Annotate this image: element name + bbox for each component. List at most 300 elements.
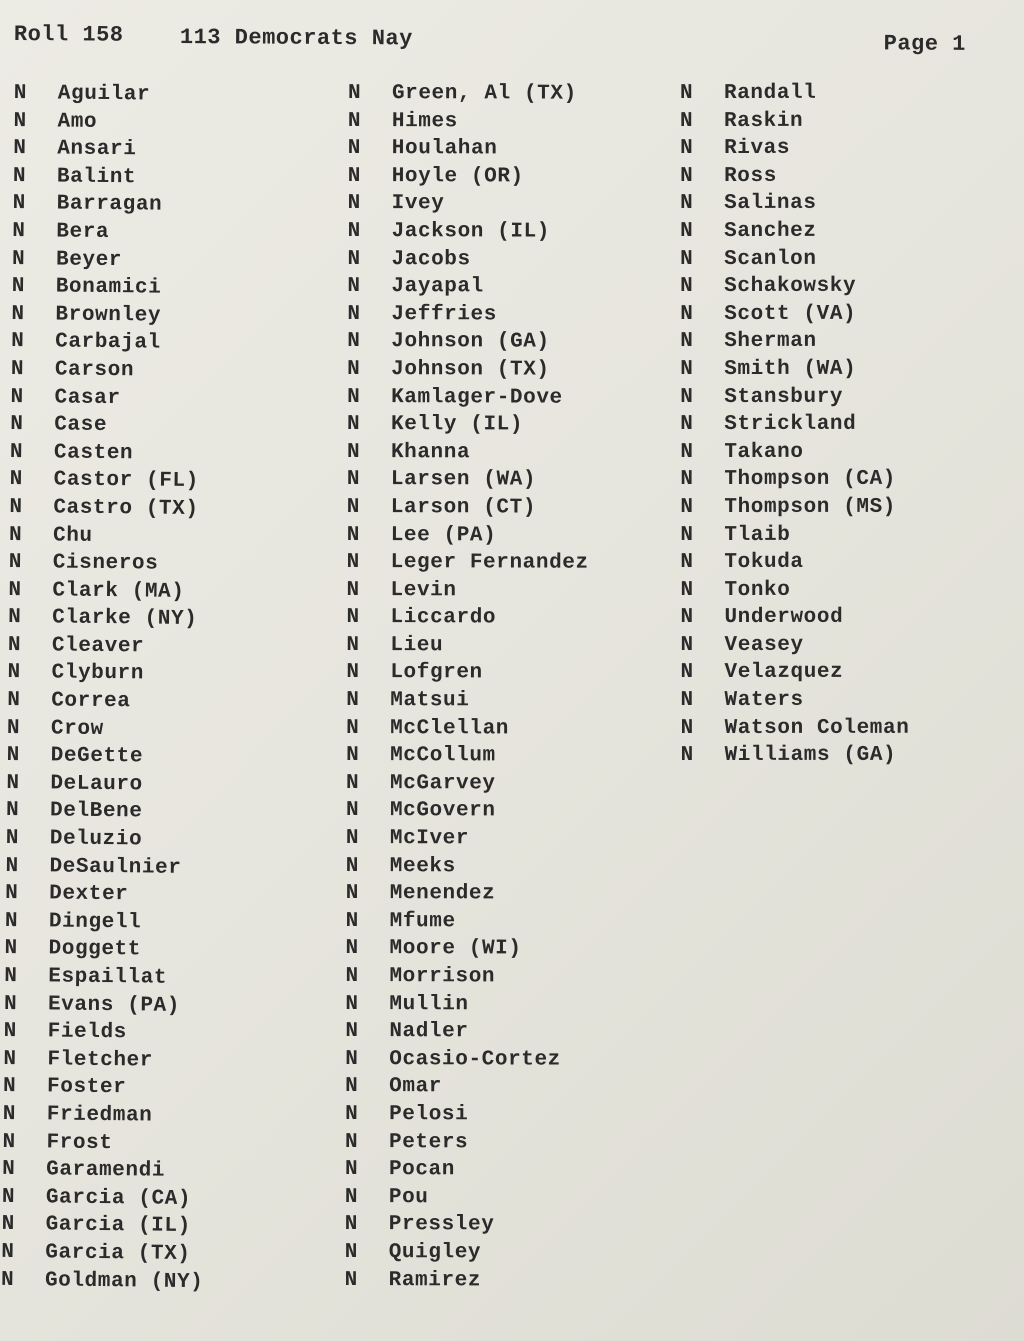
vote-mark: N	[680, 219, 694, 243]
member-name: Nadler	[389, 1020, 469, 1044]
vote-row	[680, 356, 1010, 384]
vote-mark: N	[346, 495, 361, 519]
member-name: Chu	[52, 523, 93, 548]
vote-mark: N	[8, 523, 23, 547]
member-name: Thompson (MS)	[724, 495, 897, 519]
vote-row	[680, 300, 1010, 328]
vote-row	[347, 549, 677, 578]
vote-mark: N	[13, 137, 27, 161]
vote-row	[13, 135, 343, 166]
vote-row	[681, 687, 1011, 715]
member-name: Clyburn	[51, 661, 145, 686]
vote-mark: N	[346, 633, 360, 657]
member-name: Casar	[54, 385, 121, 410]
member-name: Kelly (IL)	[391, 413, 524, 437]
vote-row	[347, 577, 677, 606]
member-name: Garcia (TX)	[45, 1241, 191, 1266]
vote-mark: N	[9, 440, 24, 464]
member-name: Lofgren	[390, 661, 483, 685]
vote-row	[13, 108, 343, 139]
vote-mark: N	[345, 1020, 359, 1044]
member-name: Schakowsky	[724, 275, 857, 299]
vote-mark: N	[680, 413, 694, 437]
member-name: Green, Al (TX)	[391, 82, 577, 106]
vote-row	[345, 1101, 675, 1130]
member-name: Houlahan	[391, 137, 498, 161]
vote-row	[3, 1046, 333, 1077]
vote-mark: N	[8, 578, 22, 602]
vote-mark: N	[345, 1075, 359, 1099]
member-name: Rivas	[724, 137, 791, 161]
member-name: Correa	[51, 689, 131, 714]
vote-mark: N	[346, 578, 360, 602]
vote-mark: N	[345, 827, 360, 851]
vote-mark: N	[10, 385, 24, 409]
member-name: Leger Fernandez	[390, 551, 589, 575]
vote-mark: N	[680, 633, 694, 657]
vote-mark: N	[344, 1185, 359, 1209]
vote-mark: N	[347, 302, 361, 326]
vote-row	[680, 218, 1010, 246]
member-name: Fletcher	[47, 1048, 154, 1073]
member-name: Ross	[724, 164, 777, 188]
member-name: DeLauro	[50, 772, 143, 797]
vote-mark: N	[4, 909, 19, 933]
vote-row	[680, 549, 1010, 577]
vote-row	[10, 384, 340, 415]
vote-mark: N	[347, 137, 362, 161]
vote-row	[10, 411, 340, 442]
vote-row	[2, 1156, 332, 1187]
member-name: Johnson (TX)	[391, 358, 550, 382]
vote-row	[3, 1101, 333, 1132]
member-name: Jacobs	[391, 247, 471, 271]
vote-row	[6, 770, 336, 801]
member-name: Waters	[724, 688, 804, 713]
vote-mark: N	[680, 440, 694, 464]
vote-mark: N	[0, 1268, 15, 1292]
vote-mark: N	[4, 964, 18, 989]
member-name: Himes	[391, 109, 458, 133]
vote-mark: N	[680, 661, 694, 685]
member-name: Garamendi	[46, 1158, 166, 1183]
vote-mark: N	[344, 1240, 358, 1264]
vote-mark: N	[5, 826, 20, 851]
vote-row	[10, 439, 340, 470]
member-name: Pelosi	[389, 1103, 469, 1127]
vote-mark: N	[344, 1268, 358, 1292]
member-name: Cisneros	[52, 551, 159, 576]
vote-row	[8, 604, 338, 635]
vote-mark: N	[344, 1158, 359, 1182]
member-name: DeGette	[50, 744, 144, 769]
vote-row	[345, 1156, 675, 1185]
vote-row	[5, 853, 335, 884]
vote-row	[680, 521, 1010, 549]
vote-mark: N	[12, 192, 26, 216]
vote-row	[680, 383, 1010, 411]
page-header	[14, 22, 966, 58]
vote-row	[14, 80, 344, 111]
vote-mark: N	[345, 1130, 359, 1154]
vote-mark: N	[347, 81, 362, 106]
member-name: Quigley	[388, 1241, 482, 1265]
vote-mark: N	[2, 1130, 16, 1154]
vote-row	[9, 549, 339, 580]
member-name: Dingell	[48, 910, 142, 935]
vote-mark: N	[5, 799, 20, 823]
vote-mark: N	[8, 551, 23, 575]
vote-mark: N	[680, 606, 694, 630]
member-name: Doggett	[48, 937, 142, 962]
member-name: Ansari	[57, 137, 137, 162]
vote-row	[345, 1046, 675, 1075]
vote-row	[4, 991, 334, 1022]
member-name: Smith (WA)	[724, 357, 857, 381]
vote-mark: N	[6, 716, 21, 740]
member-name: Salinas	[724, 192, 817, 216]
vote-row	[346, 715, 676, 744]
vote-row	[345, 991, 675, 1020]
member-name: Larsen (WA)	[390, 468, 537, 492]
vote-mark: N	[346, 716, 360, 740]
vote-row	[1, 1266, 331, 1297]
vote-row	[348, 80, 678, 109]
vote-row	[346, 687, 676, 716]
vote-mark: N	[1, 1213, 15, 1237]
vote-row	[680, 162, 1010, 190]
vote-row	[345, 1211, 675, 1240]
vote-mark: N	[1, 1240, 15, 1265]
vote-mark: N	[2, 1102, 17, 1127]
member-name: Lieu	[390, 633, 444, 658]
vote-row	[347, 328, 677, 357]
member-name: Stansbury	[724, 385, 844, 409]
vote-mark: N	[13, 81, 28, 106]
vote-row	[1, 1211, 331, 1242]
vote-row	[8, 577, 338, 608]
member-name: Mfume	[389, 909, 456, 934]
vote-row	[2, 1184, 332, 1215]
member-name: Pou	[388, 1185, 429, 1209]
member-name: Mullin	[389, 992, 469, 1016]
vote-row	[346, 853, 676, 882]
vote-row	[680, 438, 1010, 466]
vote-row	[680, 135, 1010, 163]
vote-mark: N	[8, 606, 22, 630]
member-name: DeSaulnier	[49, 855, 182, 880]
member-name: Ocasio-Cortez	[389, 1047, 561, 1072]
member-name: Pressley	[388, 1213, 495, 1237]
member-name: Clarke (NY)	[52, 606, 198, 632]
vote-mark: N	[680, 385, 694, 409]
member-name: Raskin	[724, 109, 804, 133]
member-name: Peters	[389, 1130, 469, 1154]
vote-mark: N	[3, 992, 18, 1016]
vote-row	[4, 1018, 334, 1049]
vote-row	[347, 466, 677, 495]
vote-mark: N	[680, 689, 694, 713]
vote-row	[348, 163, 678, 192]
vote-mark: N	[347, 357, 361, 381]
vote-row	[680, 80, 1010, 108]
vote-mark: N	[7, 633, 22, 657]
vote-row	[680, 273, 1010, 301]
member-name: Scott (VA)	[724, 302, 857, 326]
vote-row	[5, 908, 335, 939]
member-name: Williams (GA)	[724, 744, 897, 768]
member-name: Matsui	[390, 689, 470, 713]
member-name: Evans (PA)	[47, 993, 181, 1018]
page-number: Page 1	[883, 31, 966, 57]
vote-row	[680, 632, 1010, 660]
vote-row	[680, 411, 1010, 439]
member-name: McGarvey	[390, 771, 496, 796]
vote-row	[346, 659, 676, 688]
vote-row	[345, 1184, 675, 1213]
vote-mark: N	[345, 882, 359, 906]
member-name: Morrison	[389, 965, 496, 989]
vote-row	[345, 1073, 675, 1102]
member-name: Moore (WI)	[389, 937, 522, 961]
vote-mark: N	[347, 192, 361, 216]
vote-row	[348, 190, 678, 219]
vote-row	[12, 246, 342, 277]
vote-row	[680, 576, 1010, 604]
vote-mark: N	[4, 937, 18, 961]
vote-mark: N	[11, 275, 26, 299]
vote-row	[347, 273, 677, 302]
vote-row	[4, 935, 334, 966]
member-name: Carson	[54, 358, 135, 383]
vote-mark: N	[680, 275, 694, 299]
vote-mark: N	[347, 247, 361, 271]
vote-mark: N	[680, 302, 694, 326]
member-name: Goldman (NY)	[44, 1268, 204, 1294]
member-name: McClellan	[390, 716, 510, 741]
vote-row	[680, 107, 1010, 135]
member-name: Espaillat	[48, 965, 168, 990]
vote-row	[7, 659, 337, 690]
member-name: Tokuda	[724, 550, 804, 575]
vote-row	[9, 494, 339, 525]
vote-mark: N	[347, 413, 361, 437]
vote-row	[10, 466, 340, 497]
vote-mark: N	[3, 1047, 17, 1071]
vote-mark: N	[5, 882, 19, 906]
vote-mark: N	[2, 1075, 17, 1099]
member-name: Case	[54, 413, 108, 438]
vote-mark: N	[680, 109, 694, 133]
document-title: 113 Democrats Nay	[179, 25, 413, 52]
vote-row	[345, 1267, 675, 1296]
member-name: Liccardo	[390, 606, 497, 630]
vote-row	[6, 825, 336, 856]
member-name: Jeffries	[391, 302, 498, 327]
vote-mark: N	[12, 219, 26, 244]
vote-row	[7, 687, 337, 718]
vote-mark: N	[680, 495, 694, 519]
vote-row	[346, 908, 676, 937]
member-name: DelBene	[49, 799, 143, 824]
vote-mark: N	[680, 247, 694, 271]
vote-mark: N	[11, 302, 25, 326]
member-name: Deluzio	[49, 827, 143, 852]
vote-row	[348, 108, 678, 137]
vote-row	[12, 273, 342, 304]
vote-mark: N	[347, 109, 362, 133]
vote-mark: N	[680, 716, 694, 740]
vote-mark: N	[680, 330, 694, 354]
vote-row	[11, 356, 341, 387]
vote-row	[348, 135, 678, 164]
vote-row	[13, 163, 343, 194]
member-name: Tonko	[724, 578, 791, 602]
vote-row	[681, 714, 1011, 742]
vote-row	[680, 494, 1010, 522]
member-name: Frost	[46, 1130, 113, 1155]
vote-mark: N	[345, 992, 359, 1016]
name-column-2	[345, 80, 678, 1295]
member-name: Veasey	[724, 633, 804, 657]
vote-row	[345, 1018, 675, 1047]
member-name: Ivey	[391, 192, 445, 216]
vote-mark: N	[347, 275, 361, 299]
vote-row	[680, 190, 1010, 218]
vote-row	[347, 384, 677, 413]
member-name: Pocan	[388, 1158, 456, 1182]
member-name: Amo	[57, 110, 98, 134]
member-name: Levin	[390, 578, 457, 602]
vote-row	[12, 218, 342, 249]
vote-mark: N	[2, 1158, 16, 1182]
vote-row	[6, 797, 336, 828]
vote-mark: N	[346, 661, 360, 685]
vote-mark: N	[347, 385, 361, 409]
vote-mark: N	[680, 357, 694, 381]
vote-row	[681, 742, 1011, 770]
vote-mark: N	[5, 854, 19, 878]
member-name: Ramirez	[388, 1268, 482, 1292]
vote-mark: N	[347, 330, 361, 354]
vote-row	[7, 715, 337, 746]
member-name: Larson (CT)	[390, 496, 537, 520]
member-name: Thompson (CA)	[724, 468, 896, 492]
vote-mark: N	[9, 495, 23, 520]
member-name: Garcia (IL)	[45, 1213, 191, 1239]
vote-row	[7, 742, 337, 773]
member-name: Jayapal	[391, 275, 484, 299]
member-name: Sherman	[724, 330, 817, 354]
vote-mark: N	[345, 937, 359, 961]
member-name: Watson Coleman	[724, 716, 910, 740]
vote-row	[11, 301, 341, 332]
member-name: Fields	[47, 1020, 128, 1045]
member-name: Khanna	[390, 440, 471, 465]
vote-mark: N	[7, 661, 21, 685]
member-name: Beyer	[55, 248, 123, 272]
vote-mark: N	[10, 413, 24, 437]
vote-row	[9, 521, 339, 552]
member-name: McGovern	[389, 799, 496, 823]
vote-mark: N	[7, 689, 21, 713]
vote-mark: N	[10, 357, 25, 382]
vote-mark: N	[346, 551, 360, 575]
member-name: Johnson (GA)	[391, 330, 550, 354]
name-column-3	[680, 80, 1011, 770]
vote-row	[8, 632, 338, 663]
vote-row	[346, 770, 676, 799]
vote-mark: N	[12, 164, 27, 188]
member-name: Garcia (CA)	[45, 1186, 192, 1211]
member-name: Meeks	[389, 854, 456, 878]
vote-mark: N	[346, 689, 360, 713]
vote-mark: N	[13, 109, 27, 133]
vote-row	[347, 246, 677, 275]
vote-row	[1, 1239, 331, 1270]
vote-mark: N	[680, 744, 694, 768]
member-name: Friedman	[46, 1103, 153, 1128]
member-name: Brownley	[55, 303, 162, 328]
vote-mark: N	[680, 164, 694, 188]
member-name: Aguilar	[57, 82, 151, 107]
vote-mark: N	[346, 523, 360, 547]
vote-row	[680, 604, 1010, 632]
vote-row	[346, 742, 676, 771]
member-name: Underwood	[724, 606, 844, 630]
member-name: Lee (PA)	[390, 523, 497, 547]
vote-mark: N	[680, 578, 694, 602]
vote-mark: N	[1, 1185, 16, 1209]
member-name: Velazquez	[724, 661, 844, 685]
vote-row	[346, 935, 676, 964]
vote-mark: N	[6, 771, 20, 795]
member-name: Omar	[389, 1075, 443, 1099]
vote-mark: N	[11, 330, 25, 354]
vote-mark: N	[346, 440, 361, 464]
vote-mark: N	[680, 81, 694, 105]
vote-mark: N	[346, 771, 360, 795]
vote-row	[348, 218, 678, 247]
roll-number: Roll 158	[13, 22, 124, 48]
vote-mark: N	[346, 744, 360, 768]
vote-row	[347, 411, 677, 440]
member-name: Jackson (IL)	[391, 220, 551, 244]
vote-row	[2, 1129, 332, 1160]
vote-mark: N	[680, 192, 694, 216]
vote-row	[5, 880, 335, 911]
vote-mark: N	[9, 468, 24, 492]
member-name: Dexter	[49, 882, 129, 907]
vote-mark: N	[6, 744, 21, 768]
member-name: Bonamici	[55, 275, 162, 300]
member-name: Randall	[724, 81, 817, 105]
vote-mark: N	[346, 606, 360, 630]
member-name: Bera	[56, 220, 110, 245]
vote-row	[347, 301, 677, 330]
member-name: Castro (TX)	[53, 496, 199, 521]
vote-row	[680, 328, 1010, 356]
vote-row	[11, 328, 341, 359]
member-name: Takano	[724, 440, 804, 464]
member-name: Carbajal	[55, 330, 161, 355]
member-name: Tlaib	[724, 523, 791, 547]
vote-row	[345, 963, 675, 992]
vote-mark: N	[345, 854, 360, 878]
member-name: Clark (MA)	[52, 579, 185, 604]
vote-mark: N	[346, 468, 361, 492]
member-name: Balint	[56, 165, 137, 190]
